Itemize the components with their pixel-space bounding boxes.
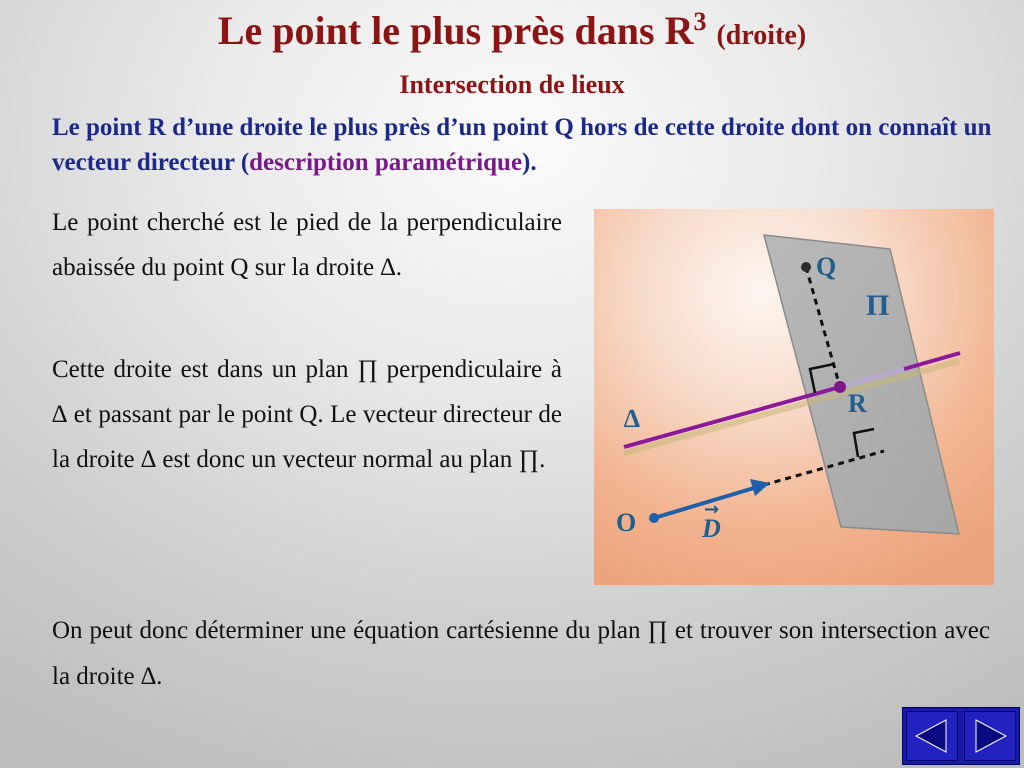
title-main: Le point le plus près dans R	[217, 8, 694, 53]
paragraph-1: Le point cherché est le pied de la perpendiculaire abaissée du point Q sur la droite ∆.	[52, 209, 562, 281]
title-qualifier: (droite)	[716, 20, 807, 51]
label-o: O	[616, 508, 637, 537]
point-o	[649, 513, 659, 523]
slide-navigation	[902, 707, 1020, 765]
slide-title	[0, 6, 1024, 61]
previous-slide-button[interactable]	[906, 711, 958, 761]
geometry-figure	[594, 209, 994, 585]
next-slide-button[interactable]	[964, 711, 1016, 761]
label-r: R	[848, 389, 867, 418]
label-pi: Π	[866, 289, 890, 322]
paragraph-2: Cette droite est dans un plan ∏ perpendiculaire à ∆ et passant par le point Q. Le vecteur directeur de la droite ∆ est donc un vecteur normal au plan ∏.	[52, 356, 562, 473]
label-q: Q	[816, 252, 837, 281]
title-superscript: 3	[693, 7, 707, 36]
triangle-right-icon	[970, 716, 1010, 756]
label-d: D	[702, 514, 721, 543]
intro-highlight: description paramétrique	[249, 149, 523, 176]
label-d-arrow: →	[704, 499, 720, 520]
slide-subtitle: Intersection de lieux	[399, 70, 625, 99]
point-r	[834, 381, 846, 393]
point-q	[801, 262, 811, 272]
label-delta: ∆	[624, 404, 640, 433]
intro-text	[52, 110, 992, 180]
intro-text-before: Le point R d’une droite le plus près d’un point Q hors de cette droite dont on connaît un vecteur directeur (	[52, 114, 992, 176]
triangle-left-icon	[912, 716, 952, 756]
paragraph-bottom: On peut donc déterminer une équation cartésienne du plan ∏ et trouver son intersection avec la droite ∆.	[52, 617, 990, 690]
intro-text-after: ).	[522, 149, 537, 176]
